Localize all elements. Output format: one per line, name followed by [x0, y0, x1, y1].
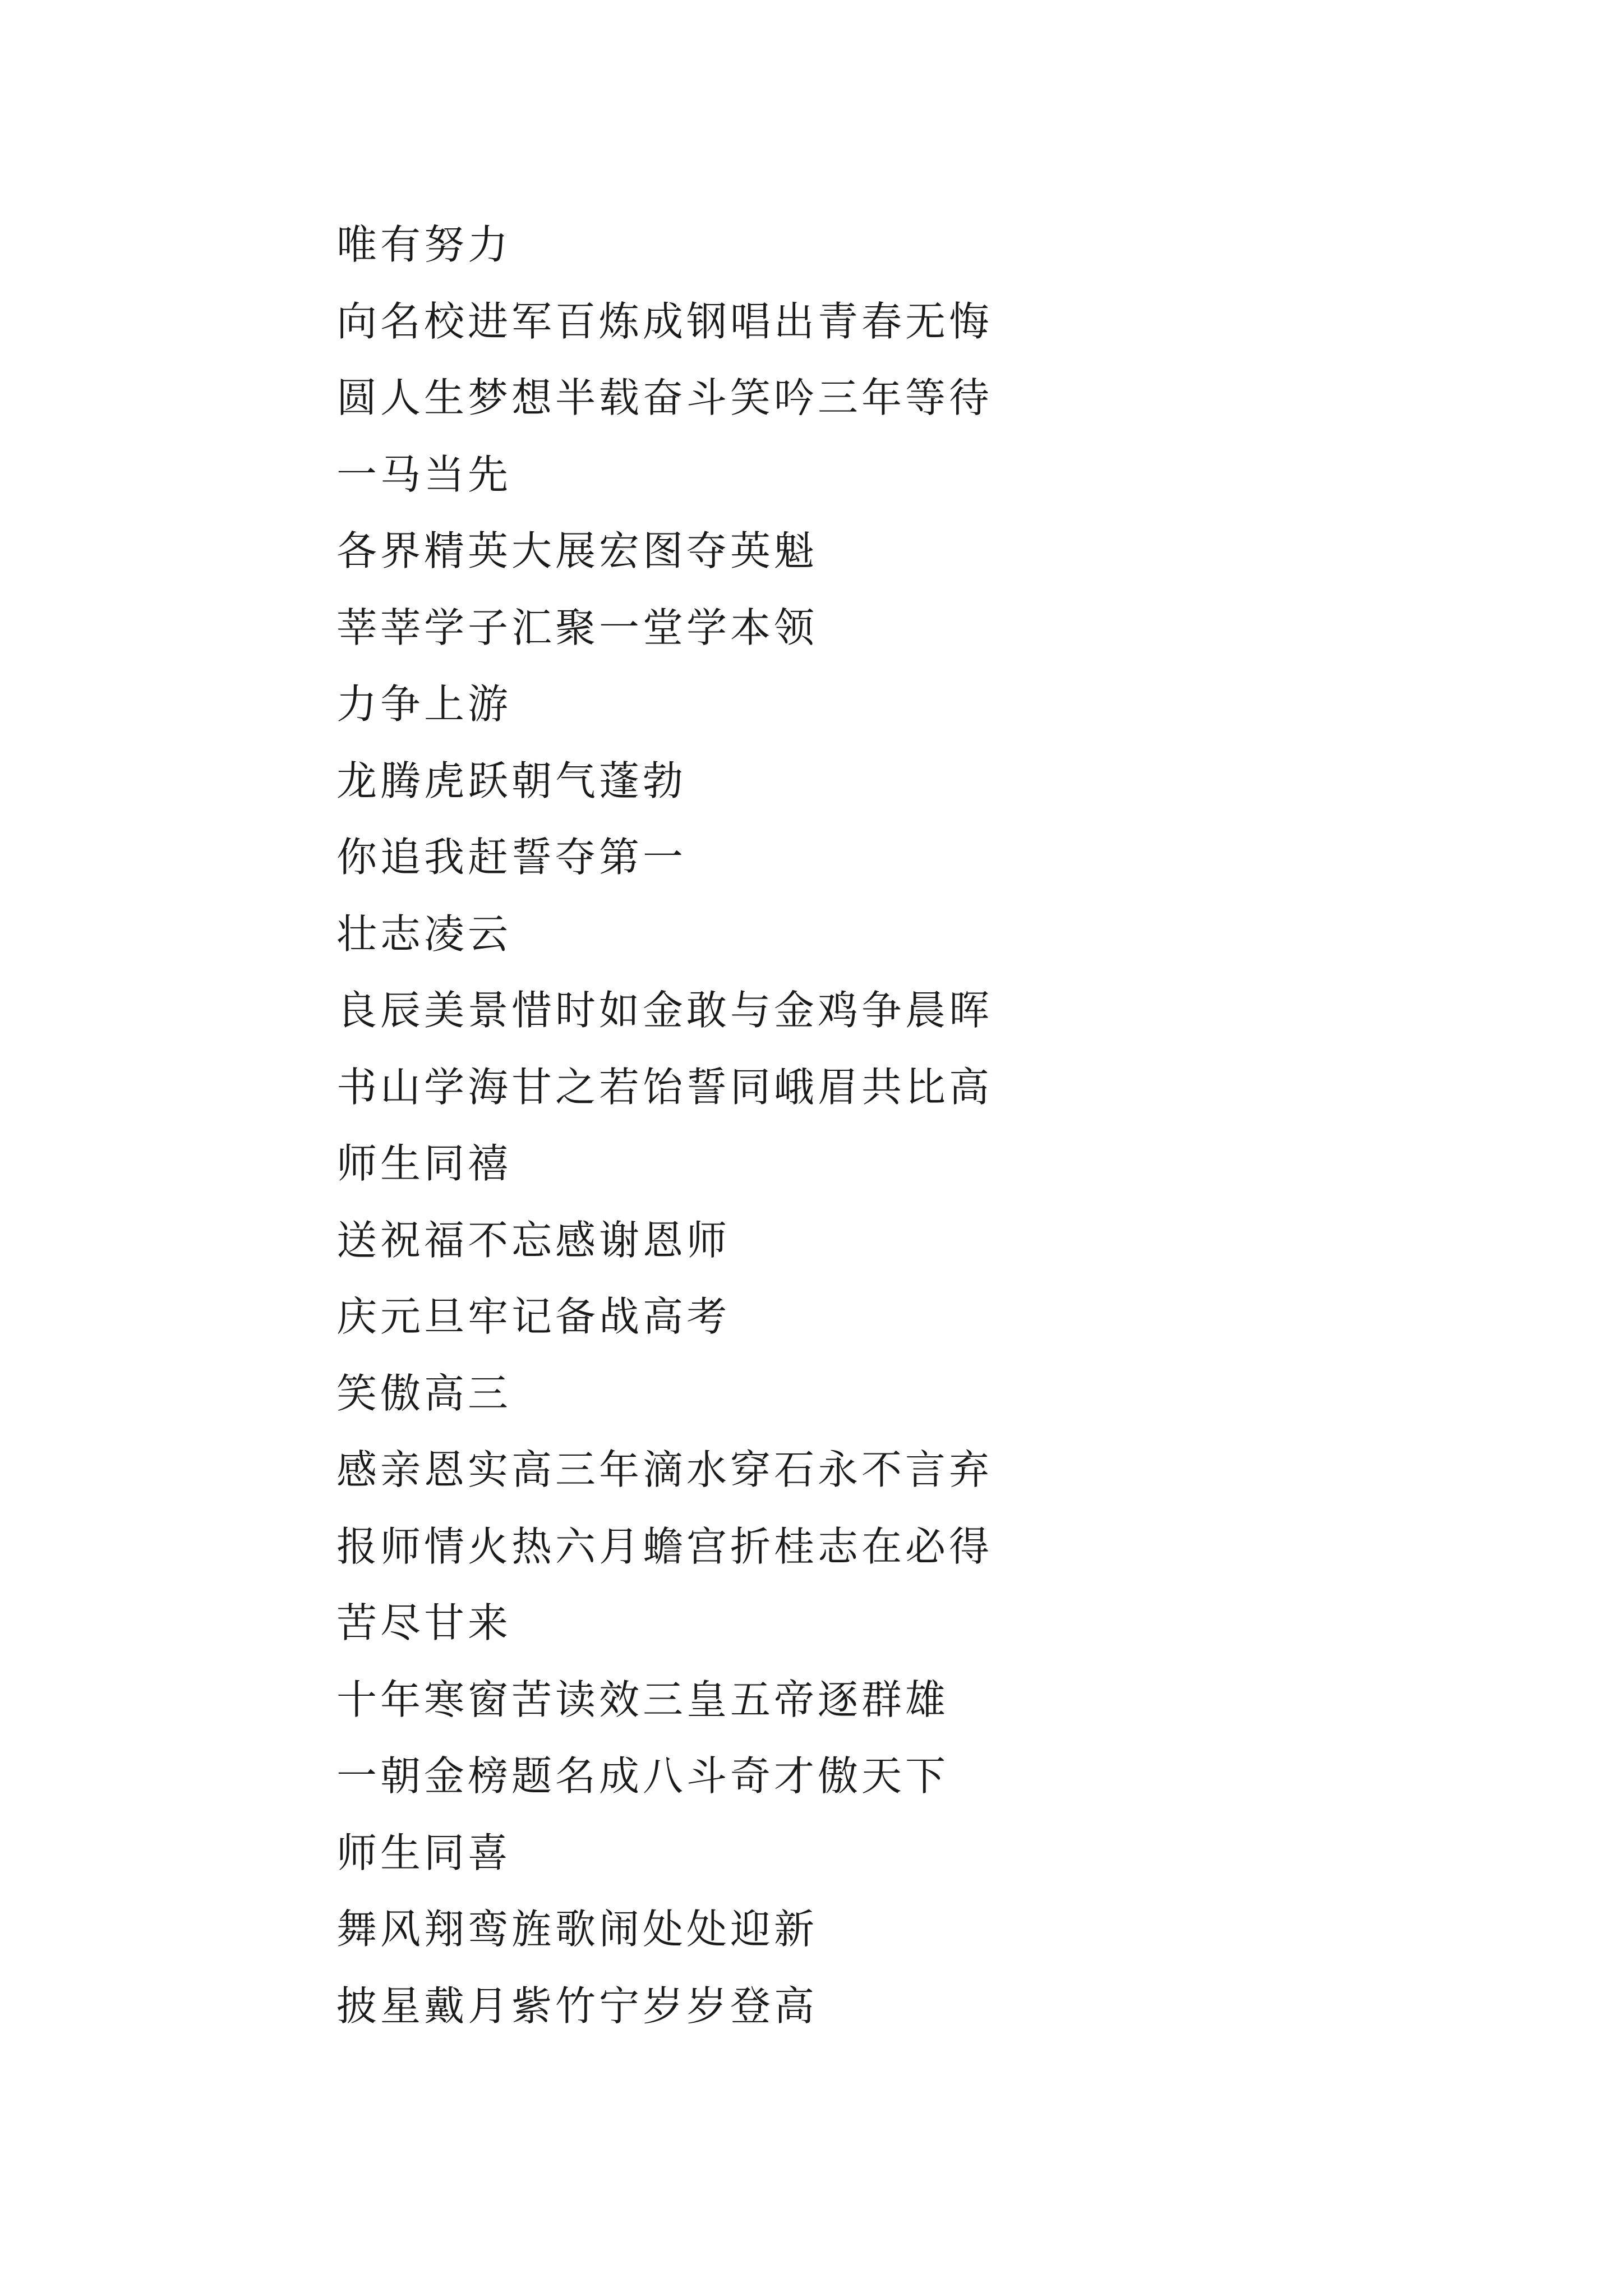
text-line: 苦尽甘来	[336, 1599, 512, 1646]
text-line: 莘莘学子汇聚一堂学本领	[336, 604, 818, 651]
text-line: 向名校进军百炼成钢唱出青春无悔	[336, 297, 993, 345]
text-line: 一朝金榜题名成八斗奇才傲天下	[336, 1752, 949, 1800]
text-line: 壮志凌云	[336, 910, 512, 958]
text-line: 披星戴月紫竹宁岁岁登高	[336, 1982, 818, 2030]
text-line: 书山学海甘之若饴誓同峨眉共比高	[336, 1063, 993, 1111]
text-line: 你追我赶誓夺第一	[336, 834, 687, 881]
text-line: 庆元旦牢记备战高考	[336, 1293, 731, 1340]
text-line: 报师情火热六月蟾宫折桂志在必得	[336, 1522, 993, 1570]
text-line: 一马当先	[336, 450, 512, 498]
text-line: 十年寒窗苦读效三皇五帝逐群雄	[336, 1676, 949, 1723]
text-line: 圆人生梦想半载奋斗笑吟三年等待	[336, 374, 993, 421]
text-line: 感亲恩实高三年滴水穿石永不言弃	[336, 1446, 993, 1493]
text-line: 舞风翔鸾旌歌闹处处迎新	[336, 1906, 818, 1953]
text-line: 送祝福不忘感谢恩师	[336, 1216, 731, 1264]
couplet-list	[336, 206, 1290, 2044]
text-line: 龙腾虎跃朝气蓬勃	[336, 757, 687, 804]
text-line: 师生同禧	[336, 1140, 512, 1187]
text-line: 力争上游	[336, 680, 512, 728]
text-line: 笑傲高三	[336, 1369, 512, 1417]
text-line: 唯有努力	[336, 221, 512, 268]
text-line: 各界精英大展宏图夺英魁	[336, 527, 818, 574]
text-line: 师生同喜	[336, 1829, 512, 1876]
text-line: 良辰美景惜时如金敢与金鸡争晨晖	[336, 987, 993, 1034]
